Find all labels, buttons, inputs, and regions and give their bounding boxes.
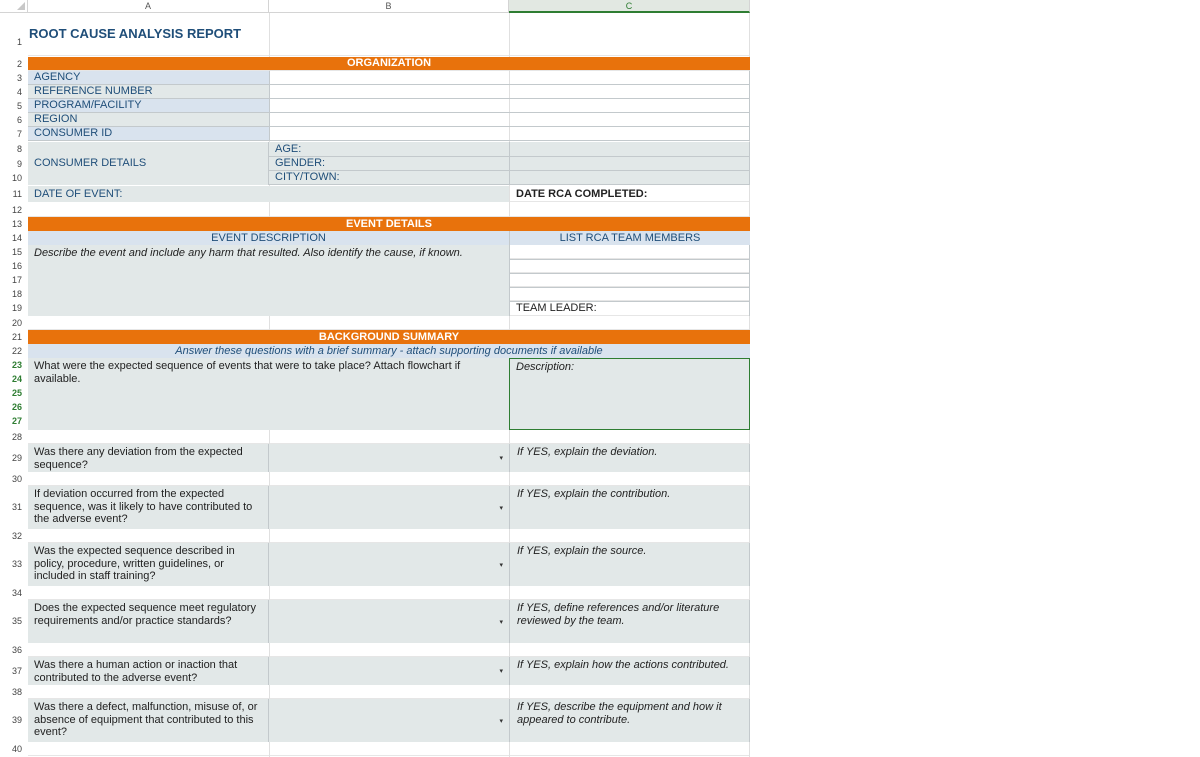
select-all-corner[interactable] — [0, 0, 28, 13]
yes-no-dropdown[interactable] — [269, 444, 509, 472]
event-description-header: EVENT DESCRIPTION — [28, 231, 509, 245]
rca-team-members-header: LIST RCA TEAM MEMBERS — [509, 231, 750, 245]
question-text: Does the expected sequence meet regulatory requirements and/or practice standards? — [28, 600, 269, 643]
date-rca-completed-label: DATE RCA COMPLETED: — [516, 188, 648, 200]
row-header[interactable]: 5 — [16, 101, 22, 111]
row-header[interactable]: 35 — [11, 616, 22, 626]
consumer-id-label: CONSUMER ID — [28, 127, 269, 141]
row-header[interactable]: 22 — [11, 346, 22, 356]
report-title: ROOT CAUSE ANALYSIS REPORT — [29, 26, 242, 41]
event-description-input[interactable]: Describe the event and include any harm that resulted. Also identify the cause, if known. — [28, 245, 509, 316]
city-town-input[interactable] — [509, 171, 750, 185]
event-details-header: EVENT DETAILS — [28, 217, 750, 231]
row-header[interactable]: 31 — [11, 502, 22, 512]
row-header[interactable]: 11 — [12, 189, 22, 199]
background-instructions: Answer these questions with a brief summary - attach supporting documents if available — [28, 344, 750, 358]
row-header[interactable]: 29 — [11, 453, 22, 463]
row-header[interactable]: 16 — [11, 261, 22, 271]
row-header[interactable]: 37 — [11, 666, 22, 676]
question-explanation-input[interactable]: If YES, explain the source. — [509, 543, 750, 586]
row-header[interactable]: 19 — [11, 303, 22, 313]
background-summary-header: BACKGROUND SUMMARY — [28, 330, 750, 344]
row-header[interactable]: 13 — [11, 219, 22, 229]
date-of-event-label: DATE OF EVENT: — [28, 186, 509, 202]
expected-sequence-description-input[interactable]: Description: — [509, 358, 750, 430]
organization-header: ORGANIZATION — [28, 57, 750, 70]
row-header[interactable]: 25 — [11, 388, 22, 398]
reference-number-label: REFERENCE NUMBER — [28, 85, 269, 99]
row-header[interactable]: 1 — [16, 37, 22, 47]
yes-no-dropdown[interactable] — [269, 657, 509, 685]
gender-input[interactable] — [509, 157, 750, 171]
dropdown-arrow-icon[interactable]: ▾ — [499, 504, 503, 512]
age-label: AGE: — [269, 142, 509, 157]
row-header[interactable]: 18 — [11, 289, 22, 299]
row-header[interactable]: 15 — [11, 247, 22, 257]
row-header[interactable]: 34 — [11, 588, 22, 598]
agency-label: AGENCY — [28, 71, 269, 85]
row-header[interactable]: 4 — [16, 87, 22, 97]
row-header[interactable]: 24 — [11, 374, 22, 384]
question-explanation-input[interactable]: If YES, explain the contribution. — [509, 486, 750, 529]
region-label: REGION — [28, 113, 269, 127]
grid-line — [28, 55, 750, 56]
column-header-b[interactable]: B — [269, 0, 509, 13]
row-header[interactable]: 32 — [11, 531, 22, 541]
yes-no-dropdown[interactable] — [269, 543, 509, 586]
expected-sequence-text: What were the expected sequence of events that were to take place? Attach flowchart if available. — [34, 360, 461, 385]
dropdown-arrow-icon[interactable]: ▾ — [499, 561, 503, 569]
row-header[interactable]: 20 — [11, 318, 22, 328]
question-text: Was there any deviation from the expected sequence? — [28, 444, 269, 472]
row-header[interactable]: 10 — [11, 173, 22, 183]
team-leader-label: TEAM LEADER: — [516, 302, 597, 314]
column-header-c[interactable]: C — [509, 0, 750, 13]
dropdown-arrow-icon[interactable]: ▾ — [499, 618, 503, 626]
row-header[interactable]: 40 — [11, 744, 22, 754]
question-explanation-input[interactable]: If YES, explain the deviation. — [509, 444, 750, 472]
row-header[interactable]: 33 — [11, 559, 22, 569]
organization-input-area[interactable] — [269, 71, 750, 141]
yes-no-dropdown[interactable] — [269, 600, 509, 643]
row-header[interactable]: 17 — [11, 275, 22, 285]
row-header[interactable]: 26 — [11, 402, 22, 412]
grid-line — [28, 755, 750, 756]
question-explanation-input[interactable]: If YES, describe the equipment and how it appeared to contribute. — [509, 699, 750, 742]
yes-no-dropdown[interactable] — [269, 486, 509, 529]
row-header[interactable]: 2 — [16, 59, 22, 69]
row-header[interactable]: 36 — [11, 645, 22, 655]
row-header[interactable]: 38 — [11, 687, 22, 697]
row-header[interactable]: 27 — [11, 416, 22, 426]
row-header[interactable]: 8 — [16, 144, 22, 154]
row-header[interactable]: 28 — [11, 432, 22, 442]
row-header[interactable]: 21 — [11, 332, 22, 342]
expected-sequence-question — [28, 358, 509, 430]
question-text: Was the expected sequence described in policy, procedure, written guidelines, or included in staff training? — [28, 543, 269, 586]
yes-no-dropdown[interactable] — [269, 699, 509, 742]
dropdown-arrow-icon[interactable]: ▾ — [499, 717, 503, 725]
dropdown-arrow-icon[interactable]: ▾ — [499, 455, 503, 462]
row-header[interactable]: 12 — [11, 205, 22, 215]
question-text: Was there a defect, malfunction, misuse of, or absence of equipment that contributed to this event? — [28, 699, 269, 742]
city-town-label: CITY/TOWN: — [269, 171, 509, 185]
program-facility-label: PROGRAM/FACILITY — [28, 99, 269, 113]
age-input[interactable] — [509, 142, 750, 157]
column-header-a[interactable]: A — [28, 0, 269, 13]
consumer-details-label: CONSUMER DETAILS — [28, 142, 269, 185]
question-explanation-input[interactable]: If YES, define references and/or literature reviewed by the team. — [509, 600, 750, 643]
row-header[interactable]: 39 — [11, 715, 22, 725]
row-header[interactable]: 7 — [16, 129, 22, 139]
question-text: Was there a human action or inaction that contributed to the adverse event? — [28, 657, 269, 685]
dropdown-arrow-icon[interactable]: ▾ — [499, 668, 503, 675]
question-explanation-input[interactable]: If YES, explain how the actions contributed. — [509, 657, 750, 685]
row-header[interactable]: 14 — [11, 233, 22, 243]
question-text: If deviation occurred from the expected sequence, was it likely to have contributed to the adverse event? — [28, 486, 269, 529]
row-header[interactable]: 23 — [11, 360, 22, 370]
row-header[interactable]: 6 — [16, 115, 22, 125]
row-header[interactable]: 3 — [16, 73, 22, 83]
row-header[interactable]: 30 — [11, 474, 22, 484]
row-header[interactable]: 9 — [16, 159, 22, 169]
gender-label: GENDER: — [269, 157, 509, 171]
